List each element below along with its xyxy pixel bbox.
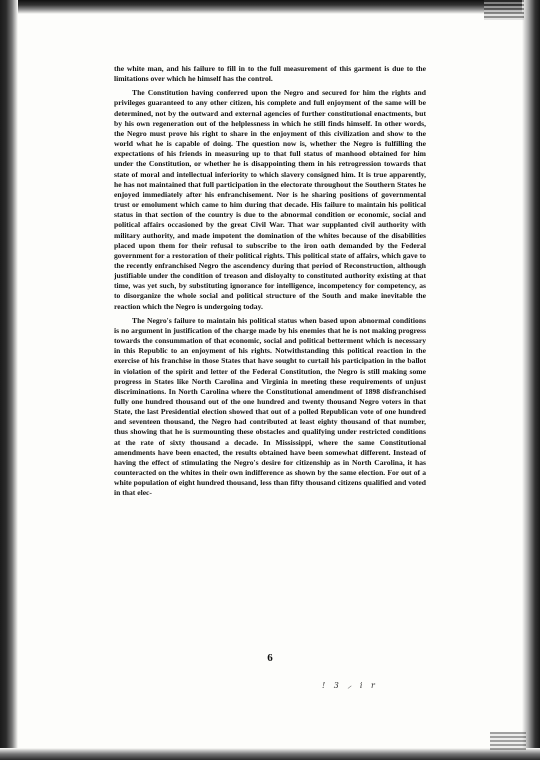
scan-artifact-top-right [484,0,524,20]
scan-border-left [0,0,18,760]
scan-border-right [522,0,540,760]
paragraph-continuation: the white man, and his failure to fill in to the full measurement of this garment is due to the limitations over which he himself has the control. [114,64,426,84]
body-text [114,64,426,499]
paragraph-political-status: The Negro's failure to maintain his political status when based upon abnormal conditions is no argument in justification of the charge made by his enemies that he is not making progress towards the consummation of that economic, social and political betterment which is necessary in this Republic to an enjoyment of his rights. Notwithstanding this political reaction in the exercise of his franchise in those States that have sought to curtail his participation in the ballot in violation of the spirit and letter of the Federal Constitution, the Negro is still making some progress in States like North Carolina and Virginia in meeting these requirements of unjust discriminations. In North Carolina where the Constitutional amendment of 1898 disfranchised fully one hundred thousand out of the one hundred and twenty thousand Negro voters in that State, the last Presidential election showed that out of a polled Republican vote of one hundred and seventeen thousand, the Negro had contributed at least eighty thousand of that number, thus showing that he is surmounting these obstacles and qualifying under restricted conditions at the rate of sixty thousand a decade. In Mississippi, where the same Constitutional amendments have been enacted, the results obtained have been somewhat different. Instead of having the effect of stimulating the Negro's desire for citizenship as in North Carolina, it has counteracted on the whites in their own indifference as shown by the same election. For out of a white population of eight hundred thousand, less than fifty thousand citizens qualified and voted in that elec- [114,315,426,498]
scan-artifact-bottom-right [490,732,526,750]
scan-border-bottom [0,748,540,760]
paragraph-constitution: The Constitution having conferred upon the Negro and secured for him the rights and privileges guaranteed to any other citizen, his complete and full enjoyment of the same will be determined, not by the outward and external agencies of further constitutional enactments, but by his own regeneration out of the helplessness in which he still finds himself. In other words, the Negro must prove his right to share in the enjoyment of this civilization and show to the world what he is capable of doing. The question now is, whether the Negro is fulfilling the expectations of his friends in measuring up to that full status of manhood obtained for him under the Constitution, or whether he is disappointing them in his retrogression towards that state of moral and intellectual inferiority to which slavery consigned him. It is true apparently, he has not maintained that full participation in the electorate throughout the Southern States he enjoyed immediately after his enfranchisement. Nor is he sharing positions of governmental trust or emolument which came to him during that decade. His failure to maintain his political status in that section of the country is due to the abnormal condition or economic, social and political affairs occasioned by the great Civil War. That war supplanted civil authority with military authority, and made impotent the domination of the whites because of the disabilities placed upon them for their refusal to subscribe to the iron oath demanded by the Federal government for a restoration of their political rights. This political state of affairs, which gave to the recently enfranchised Negro the ascendency during that period of Reconstruction, although justifiable under the condition of treason and disloyalty to constituted authority existing at that time, was yet such, by substituting ignorance for intelligence, incompetency for competency, as to disorganize the whole social and political structure of the South and make inevitable the reaction which the Negro is undergoing today. [114,88,426,311]
page-number: 6 [267,652,273,664]
scan-border-top [0,0,540,14]
handwritten-note: ! 3 ⸝ i r [322,681,378,690]
